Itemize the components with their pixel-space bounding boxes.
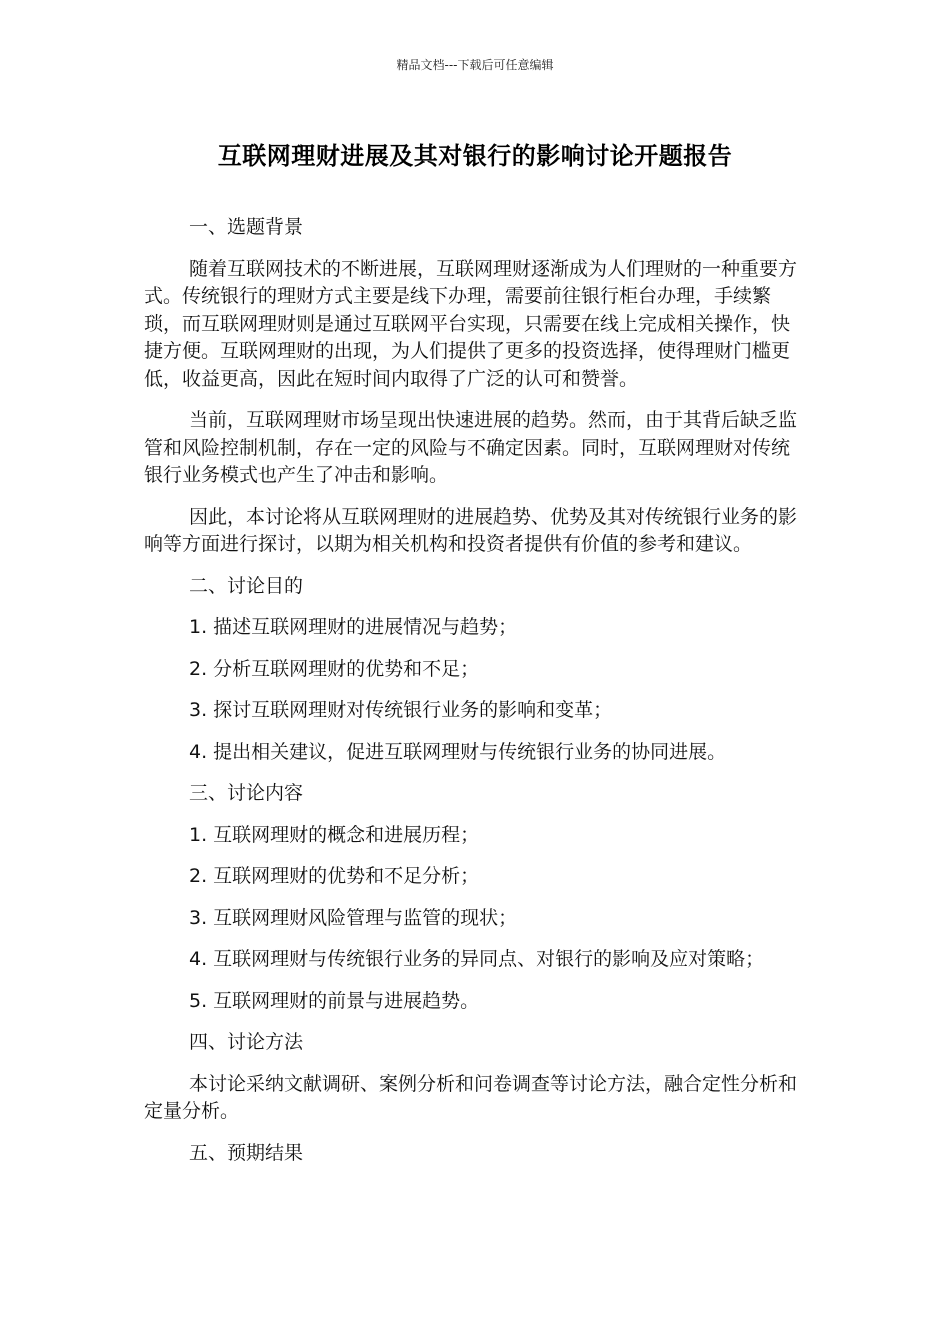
document-title: 互联网理财进展及其对银行的影响讨论开题报告 <box>217 142 733 170</box>
section-heading-expected-results: 五、预期结果 <box>189 1141 304 1164</box>
content-list-item: 1. 互联网理财的概念和进展历程； <box>189 823 480 846</box>
section-heading-content: 三、讨论内容 <box>189 782 304 804</box>
purpose-list-item: 1. 描述互联网理财的进展情况与趋势； <box>189 616 518 638</box>
background-paragraph-1: 随着互联网技术的不断进展，互联网理财逐渐成为人们理财的一种重要方式。传统银行的理财方式主要是线下办理，需要前往银行柜台办理，手续繁琐，而互联网理财则是通过互联网平台实现，只需要在线上完成相关操作，快捷方便。互联网理财的出现，为人们提供了更多的投资选择，使得理财门槛更低，收益更高，因此在短时间内取得了广泛的认可和赞誉。 <box>144 257 798 390</box>
content-list-item: 5. 互联网理财的前景与进展趋势。 <box>189 989 480 1012</box>
purpose-list-item: 3. 探讨互联网理财对传统银行业务的影响和变革； <box>189 699 613 721</box>
section-heading-purpose: 二、讨论目的 <box>189 574 304 597</box>
content-list-item: 2. 互联网理财的优势和不足分析； <box>189 865 480 887</box>
content-list-item: 3. 互联网理财风险管理与监管的现状； <box>189 906 518 929</box>
document-body <box>144 214 806 1181</box>
purpose-list-item: 2. 分析互联网理财的优势和不足； <box>189 657 480 680</box>
section-heading-background: 一、选题背景 <box>189 216 304 238</box>
page-header: 精品文档---下载后可任意编辑 <box>396 58 554 72</box>
background-paragraph-2: 当前，互联网理财市场呈现出快速进展的趋势。然而，由于其背后缺乏监管和风险控制机制，存在一定的风险与不确定因素。同时，互联网理财对传统银行业务模式也产生了冲击和影响。 <box>144 409 798 486</box>
background-paragraph-3: 因此，本讨论将从互联网理财的进展趋势、优势及其对传统银行业务的影响等方面进行探讨，以期为相关机构和投资者提供有价值的参考和建议。 <box>144 505 798 555</box>
section-heading-method: 四、讨论方法 <box>189 1031 304 1053</box>
content-list-item: 4. 互联网理财与传统银行业务的异同点、对银行的影响及应对策略； <box>189 948 765 970</box>
purpose-list-item: 4. 提出相关建议，促进互联网理财与传统银行业务的协同进展。 <box>189 740 727 763</box>
method-paragraph: 本讨论采纳文献调研、案例分析和问卷调查等讨论方法，融合定性分析和定量分析。 <box>144 1072 798 1122</box>
